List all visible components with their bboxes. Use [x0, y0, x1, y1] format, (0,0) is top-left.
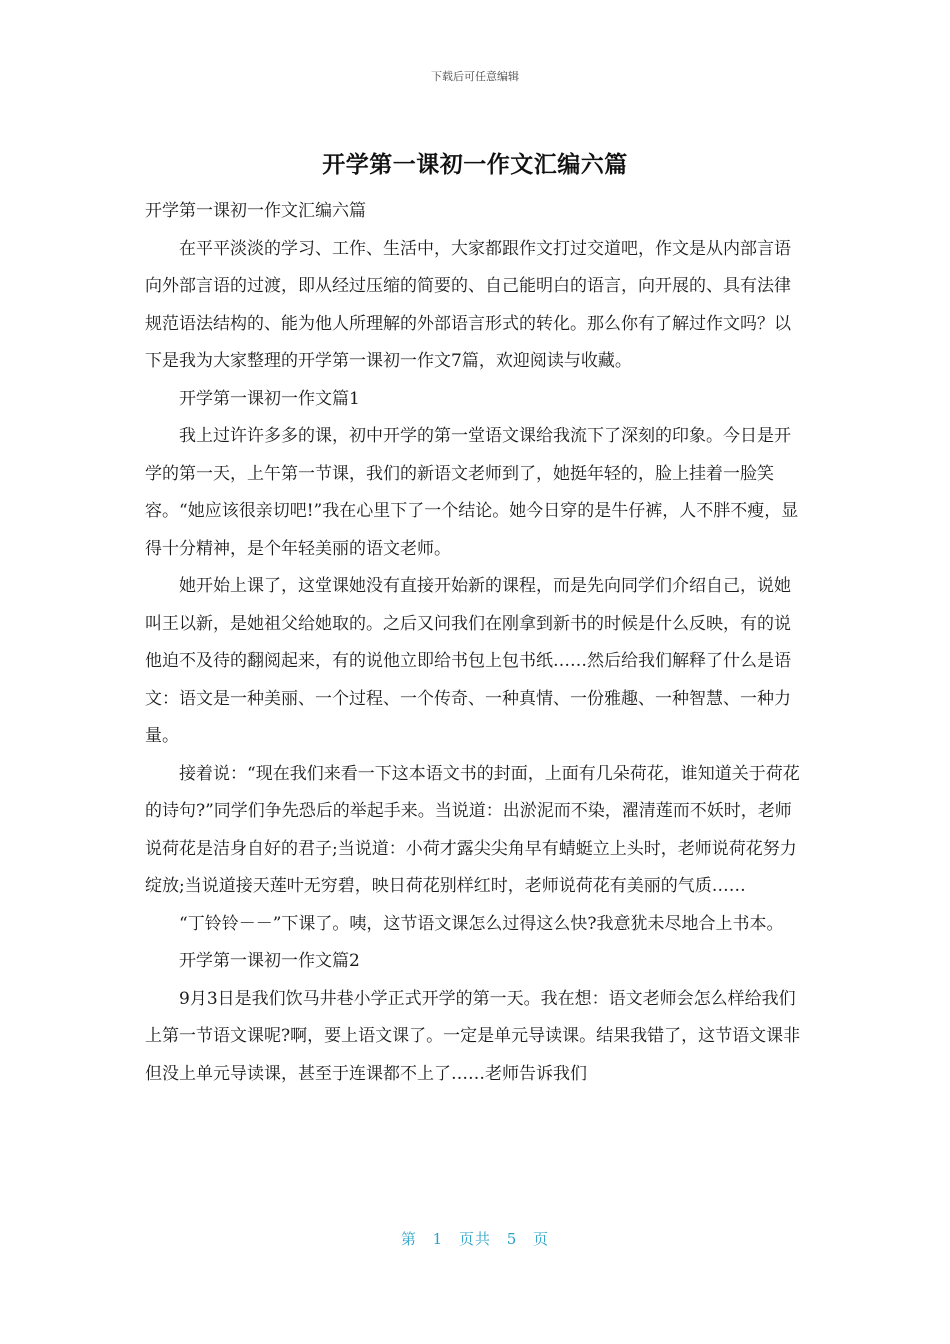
body-paragraph: 9月3日是我们饮马井巷小学正式开学的第一天。我在想：语文老师会怎么样给我们上第一节语文课呢?啊，要上语文课了。一定是单元导读课。结果我错了，这节语文课非但没上单元导读课，甚至于连课都不上了……老师告诉我们	[145, 988, 801, 1084]
subtitle-paragraph: 开学第一课初一作文汇编六篇	[145, 201, 366, 221]
section-heading-essay-1: 开学第一课初一作文篇1	[179, 388, 360, 409]
body-paragraph: 她开始上课了，这堂课她没有直接开始新的课程，而是先向同学们介绍自己，说她叫王以新，是她祖父给她取的。之后又问我们在刚拿到新书的时候是什么反映，有的说他迫不及待的翻阅起来，有的说他立即给书包上包书纸……然后给我们解释了什么是语文：语文是一种美丽、一个过程、一个传奇、一种真情、一份雅趣、一种智慧、一种力量。	[145, 576, 791, 746]
section-heading-essay-2: 开学第一课初一作文篇2	[179, 951, 360, 971]
document-title: 开学第一课初一作文汇编六篇	[322, 152, 628, 178]
footer-middle: 页共	[458, 1230, 491, 1248]
body-paragraph: 接着说：“现在我们来看一下这本语文书的封面，上面有几朵荷花，谁知道关于荷花的诗句?”同学们争先恐后的举起手来。当说道：出淤泥而不染，濯清莲而不妖时，老师说荷花是洁身自好的君子;当说道：小荷才露尖尖角早有蜻蜓立上头时，老师说荷花努力绽放;当说道接天莲叶无穷碧，映日荷花别样红时，老师说荷花有美丽的气质……	[145, 763, 800, 896]
body-paragraph: 我上过许许多多的课，初中开学的第一堂语文课给我流下了深刻的印象。今日是开学的第一天，上午第一节课，我们的新语文老师到了，她挺年轻的，脸上挂着一脸笑容。“她应该很亲切吧!”我在心里下了一个结论。她今日穿的是牛仔裤，人不胖不瘦，显得十分精神，是个年轻美丽的语文老师。	[145, 426, 799, 559]
footer-current-page: 1	[432, 1230, 444, 1248]
footer-suffix: 页	[533, 1230, 550, 1248]
footer-total-pages: 5	[506, 1230, 518, 1248]
intro-paragraph: 在平平淡淡的学习、工作、生活中，大家都跟作文打过交道吧，作文是从内部言语向外部言语的过渡，即从经过压缩的简要的、自己能明白的语言，向开展的、具有法律规范语法结构的、能为他人所理解的外部语言形式的转化。那么你有了解过作文吗？以下是我为大家整理的开学第一课初一作文7篇，欢迎阅读与收藏。	[145, 238, 791, 371]
footer-prefix: 第	[400, 1230, 417, 1248]
page-footer	[0, 1228, 950, 1249]
page-header-note: 下载后可任意编辑	[431, 70, 519, 83]
document-body	[145, 193, 807, 1093]
body-paragraph: “丁铃铃－－”下课了。咦，这节语文课怎么过得这么快?我意犹未尽地合上书本。	[179, 913, 784, 934]
